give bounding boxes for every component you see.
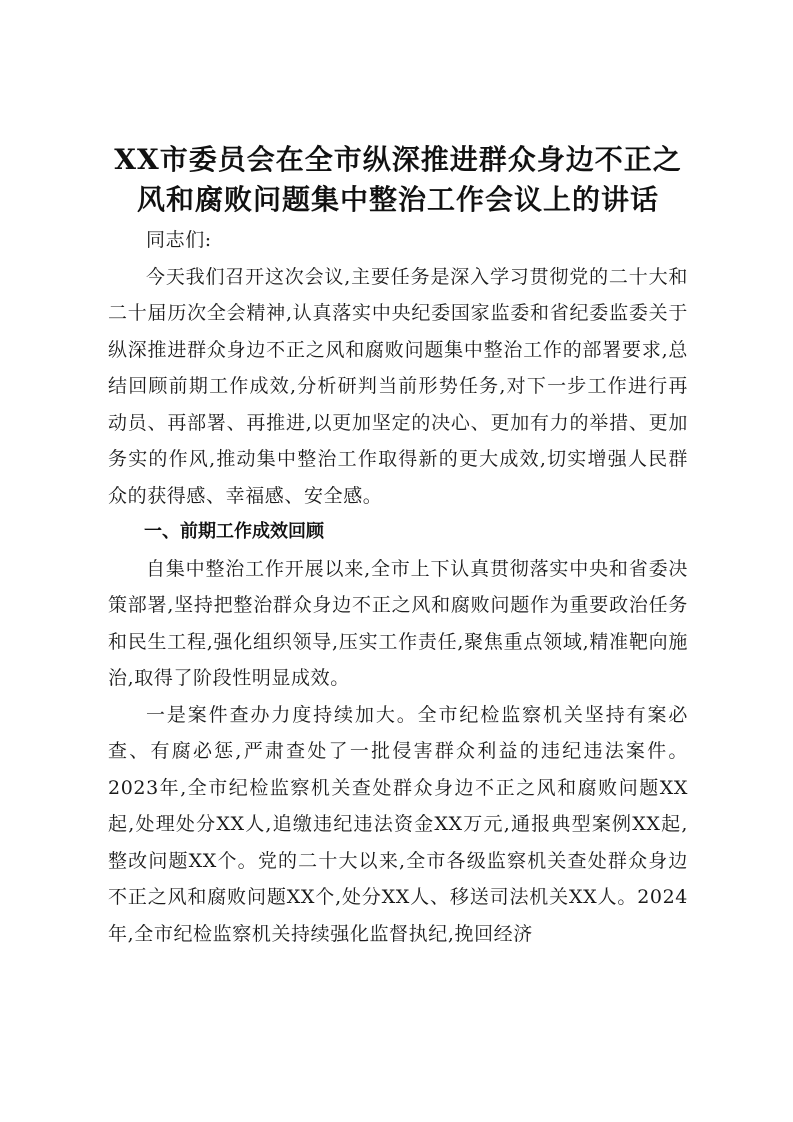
opening-paragraph: 今天我们召开这次会议,主要任务是深入学习贯彻党的二十大和二十届历次全会精神,认真落实中央纪委国家监委和省纪委监委关于纵深推进群众身边不正之风和腐败问题集中整治工作的部署要求,总结回顾前期工作成效,分析研判当前形势任务,对下一步工作进行再动员、再部署、再推进,以更加坚定的决心、更加有力的举措、更加务实的作风,推动集中整治工作取得新的更大成效,切实增强人民群众的获得感、幸福感、安全感。	[108, 265, 688, 507]
section-heading: 一、前期工作成效回顾	[144, 521, 324, 542]
document-page	[108, 140, 688, 952]
document-title: XX市委员会在全市纵深推进群众身边不正之风和腐败问题集中整治工作会议上的讲话	[114, 143, 682, 216]
salutation: 同志们:	[146, 229, 212, 251]
section-intro-paragraph: 自集中整治工作开展以来,全市上下认真贯彻落实中央和省委决策部署,坚持把整治群众身边不正之风和腐败问题作为重要政治任务和民生工程,强化组织领导,压实工作责任,聚焦重点领域,精准靶向施治,取得了阶段性明显成效。	[108, 557, 688, 689]
point-one-paragraph: 一是案件查办力度持续加大。全市纪检监察机关坚持有案必查、有腐必惩,严肃查处了一批侵害群众利益的违纪违法案件。2023年,全市纪检监察机关查处群众身边不正之风和腐败问题XX起,处理处分XX人,追缴违纪违法资金XX万元,通报典型案例XX起,整改问题XX个。党的二十大以来,全市各级监察机关查处群众身边不正之风和腐败问题XX个,处分XX人、移送司法机关XX人。2024年,全市纪检监察机关持续强化监督执纪,挽回经济	[108, 703, 688, 945]
